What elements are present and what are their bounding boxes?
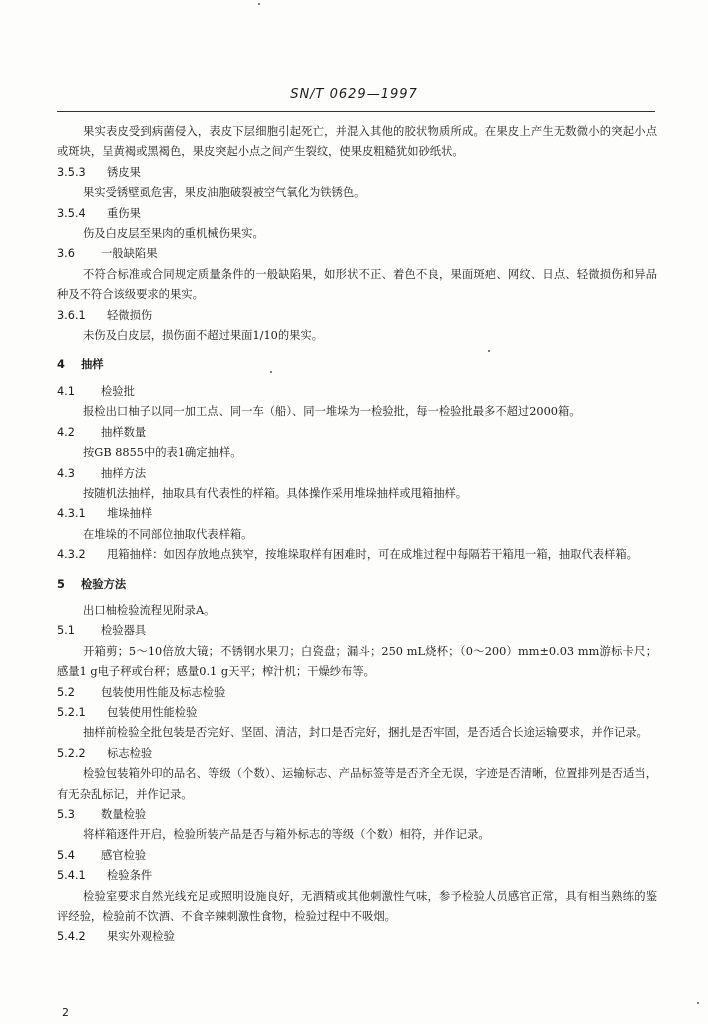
clause-heading [57, 464, 657, 484]
body-text: 未伤及白皮层，损伤面不超过果面1/10的果实。 [83, 329, 324, 343]
clause-number: 4 [57, 358, 65, 372]
body-text: 在堆垛的不同部位抽取代表样箱。 [83, 527, 253, 541]
clause-title: 感官检验 [101, 848, 147, 862]
paragraph: 抽样前检验全批包装是否完好、坚固、清洁，封口是否完好，捆扎是否牢固，是否适合长途运输要求，并作记录。 [83, 726, 648, 740]
section-heading [57, 574, 657, 595]
clause-number: 5.2.2 [57, 746, 86, 760]
clause-number: 5 [57, 577, 65, 591]
clause-heading [57, 504, 657, 524]
clause-heading [57, 382, 657, 402]
page-number: 2 [62, 1006, 69, 1019]
document-body [57, 122, 657, 948]
clause-heading [57, 927, 657, 947]
clause-number: 4.3.1 [57, 507, 86, 521]
clause-number: 5.4 [57, 848, 75, 862]
clause-number: 4.3 [57, 466, 75, 480]
clause-number: 5.2.1 [57, 705, 86, 719]
clause-number: 3.5.4 [57, 206, 86, 220]
paragraph: 果实表皮受到病菌侵入，表皮下层细胞引起死亡，并混入其他的胶状物质所成。在果皮上产生无数微小的突起小点或斑块，呈黄褐或黑褐色，果皮突起小点之间产生裂纹，使果皮粗糙犹如砂纸状。 [57, 125, 657, 159]
clause-title: 重伤果 [107, 206, 141, 220]
clause-heading [57, 846, 657, 866]
clause-title: 甩箱抽样：如因存放地点狭窄，按堆垛取样有困难时，可在成堆过程中每隔若干箱甩一箱，抽取代表样箱。 [107, 548, 638, 562]
standard-code-header: SN/T 0629—1997 [290, 87, 418, 102]
section-heading [57, 354, 657, 375]
clause-heading [57, 866, 657, 886]
paragraph: 开箱剪；5～10倍放大镜；不锈钢水果刀；白瓷盘；漏斗；250 mL烧杯；（0～200）mm±0.03 mm游标卡尺；感量1 g电子秤或台秤；感量0.1 g天平；榨汁机；干燥纱布等。 [57, 644, 657, 679]
clause-title: 堆垛抽样 [107, 507, 153, 521]
scan-speck [488, 350, 490, 352]
body-text: 果实受锈壁虱危害，果皮油胞破裂被空气氧化为铁锈色。 [83, 186, 366, 200]
header-rule [57, 111, 655, 112]
clause-heading [57, 805, 657, 825]
clause-heading [57, 683, 657, 703]
clause-title: 抽样数量 [101, 425, 147, 439]
clause-title: 包装使用性能及标志检验 [101, 685, 226, 699]
clause-title: 锈皮果 [107, 165, 141, 179]
clause-title: 数量检验 [101, 808, 147, 821]
clause-title: 抽样方法 [101, 466, 147, 480]
clause-heading [57, 204, 657, 224]
clause-title: 抽样 [81, 357, 104, 372]
clause-title: 果实外观检验 [107, 930, 175, 944]
clause-title: 检验方法 [81, 576, 127, 591]
clause-title: 轻微损伤 [107, 308, 153, 322]
scan-speck [270, 371, 272, 373]
scan-speck [258, 3, 260, 5]
clause-number: 3.5.3 [57, 165, 86, 179]
body-text: 按GB 8855中的表1确定抽样。 [83, 446, 242, 460]
clause-heading [57, 545, 657, 565]
paragraph: 检验室要求自然光线充足或照明设施良好，无酒精或其他刺激性气味，参予检验人员感官正常，具有相当熟练的鉴评经验，检验前不饮酒、不食辛辣刺激性食物，检验过程中不吸烟。 [57, 889, 657, 924]
body-text: 出口柚检验流程见附录A。 [83, 603, 216, 617]
clause-title: 标志检验 [107, 746, 153, 760]
clause-number: 3.6.1 [57, 308, 86, 322]
clause-number: 5.3 [57, 808, 75, 821]
body-text: 伤及白皮层至果肉的重机械伤果实。 [83, 227, 264, 241]
clause-title: 检验条件 [107, 869, 153, 883]
clause-title: 包装使用性能检验 [107, 705, 198, 719]
clause-heading [57, 621, 657, 641]
clause-number: 5.2 [57, 685, 75, 699]
clause-title: 一般缺陷果 [101, 247, 158, 261]
clause-number: 4.1 [57, 384, 75, 398]
clause-heading [57, 163, 657, 183]
clause-title: 检验器具 [101, 624, 147, 638]
clause-number: 4.3.2 [57, 548, 86, 562]
body-text: 将样箱逐件开启，检验所装产品是否与箱外标志的等级（个数）相符，并作记录。 [83, 828, 490, 842]
clause-heading [57, 244, 657, 264]
paragraph: 不符合标准或合同规定质量条件的一般缺陷果，如形状不正、着色不良，果面斑疤、网纹、日点、轻微损伤和异品种及不符合该级要求的果实。 [57, 267, 657, 302]
clause-number: 5.1 [57, 624, 75, 638]
paragraph: 检验包装箱外印的品名、等级（个数）、运输标志、产品标签等是否齐全无误，字迹是否清晰，位置排列是否适当，有无杂乱标记，并作记录。 [57, 767, 657, 801]
scan-speck [697, 1002, 699, 1004]
clause-heading [57, 703, 657, 723]
clause-title: 检验批 [101, 384, 135, 398]
body-text: 报检出口柚子以同一加工点、同一车（船）、同一堆垛为一检验批，每一检验批最多不超过2000箱。 [83, 405, 581, 419]
clause-heading [57, 744, 657, 764]
clause-heading [57, 423, 657, 443]
clause-number: 5.4.2 [57, 930, 86, 944]
clause-number: 4.2 [57, 425, 75, 439]
body-text: 按随机法抽样，抽取具有代表性的样箱。具体操作采用堆垛抽样或甩箱抽样。 [83, 486, 468, 500]
clause-heading [57, 306, 657, 326]
clause-number: 3.6 [57, 247, 75, 261]
clause-number: 5.4.1 [57, 869, 86, 883]
